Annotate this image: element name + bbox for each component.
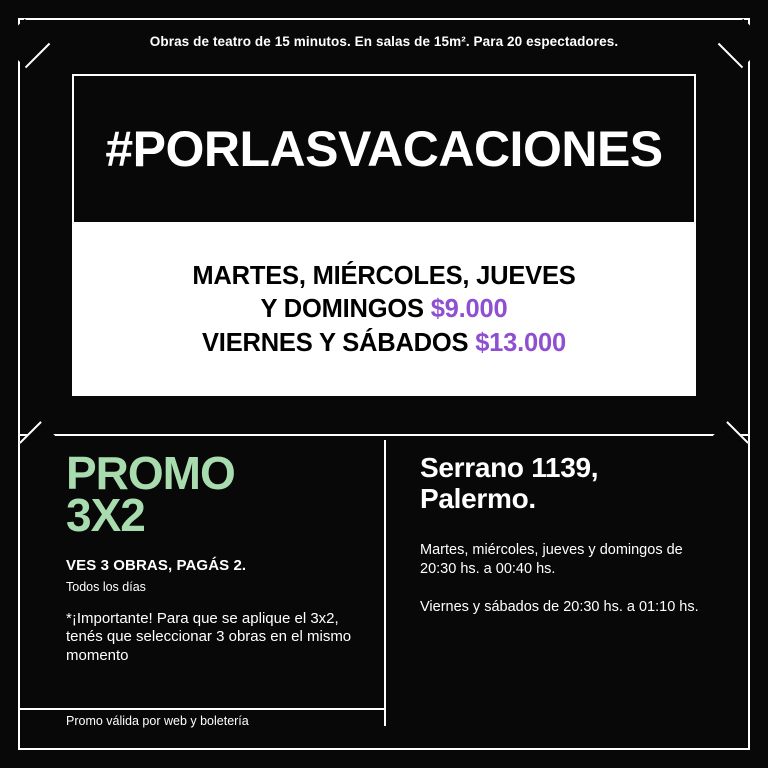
promo-footer-divider	[20, 708, 384, 710]
promo-days: Todos los días	[66, 579, 146, 594]
promo-title-line2: 3X2	[66, 489, 145, 542]
price-panel	[72, 224, 696, 396]
promo-subtitle: VES 3 OBRAS, PAGÁS 2.	[66, 556, 247, 574]
price-amount-weekday: $9.000	[430, 295, 508, 324]
promo-note: *¡Importante! Para que se aplique el 3x2, tenés que seleccionar 3 obras en el mismo momento	[66, 609, 352, 664]
price-line-weekend-text: VIERNES Y SÁBADOS	[202, 328, 476, 357]
price-line-weekend	[202, 327, 566, 361]
poster-tagline: Obras de teatro de 15 minutos. En salas de 15m². Para 20 espectadores.	[149, 34, 619, 49]
promo-title-line1: PROMO	[66, 447, 235, 499]
promo-column	[66, 447, 366, 665]
price-line-sunday-text: Y DOMINGOS	[260, 295, 431, 324]
venue-address	[420, 452, 720, 515]
promo-footer-text: Promo válida por web y boletería	[66, 714, 249, 728]
venue-address-line1: Serrano 1139,	[420, 452, 599, 483]
price-amount-weekend: $13.000	[475, 328, 566, 357]
price-line-sunday	[261, 293, 508, 327]
promo-title	[66, 447, 366, 542]
venue-address-line2: Palermo.	[420, 483, 536, 515]
column-divider	[384, 440, 386, 726]
middle-divider	[20, 434, 748, 436]
hashtag-title: #PORLASVACACIONES	[105, 121, 663, 177]
venue-column	[420, 452, 720, 617]
venue-hours-weekdays: Martes, miércoles, jueves y domingos de 20:30 hs. a 00:40 hs.	[420, 541, 683, 577]
price-line-weekdays: MARTES, MIÉRCOLES, JUEVES	[192, 261, 576, 290]
hashtag-box	[72, 74, 696, 224]
venue-hours-weekend: Viernes y sábados de 20:30 hs. a 01:10 hs.	[420, 599, 699, 616]
